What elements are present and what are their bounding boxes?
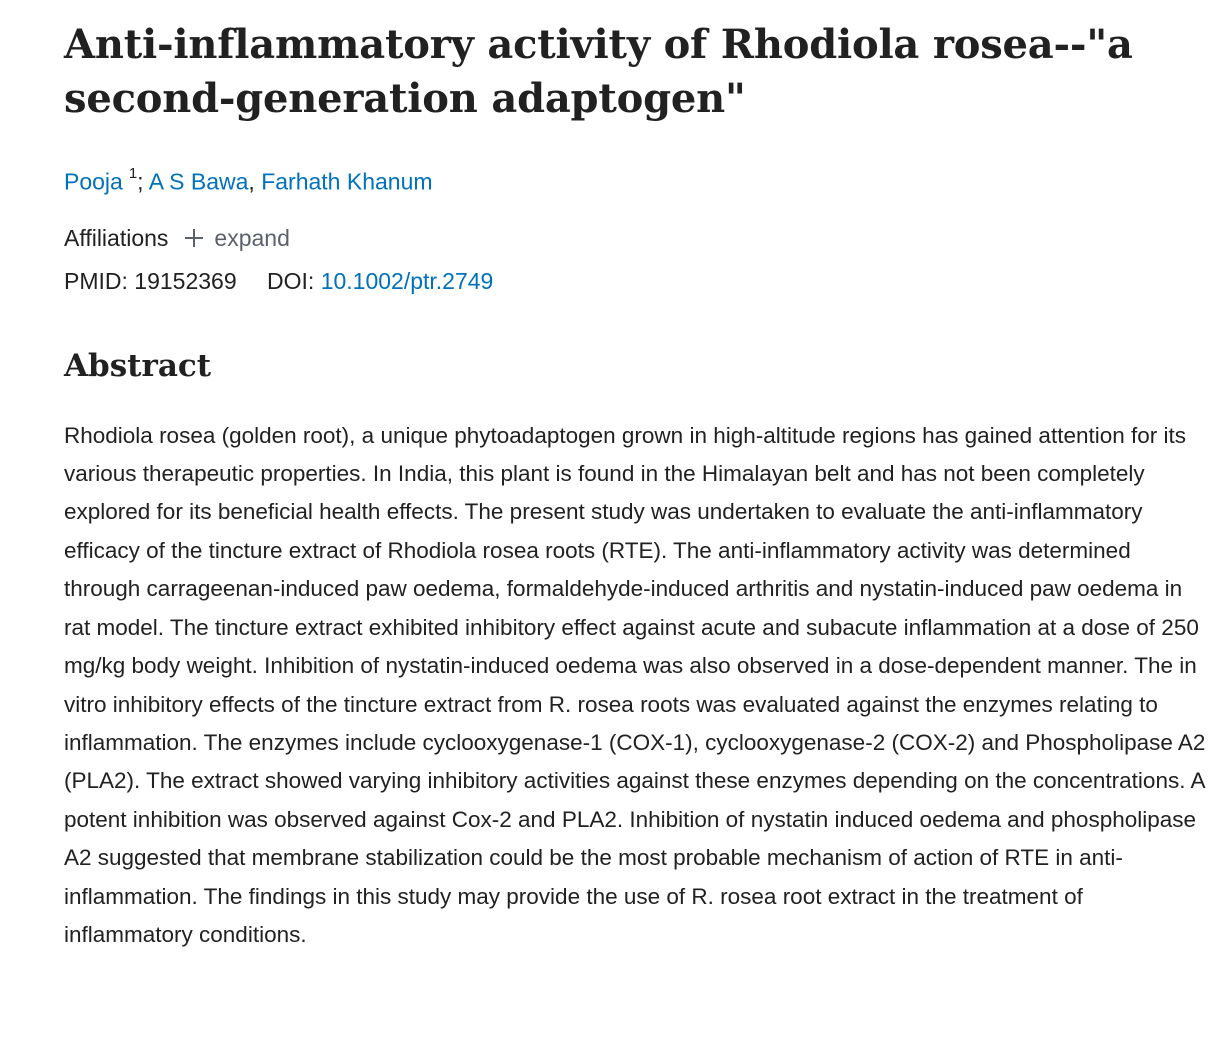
article-title: Anti-inflammatory activity of Rhodiola rosea--"a second-generation adaptogen" [64,21,1133,122]
author-link-khanum[interactable]: Farhath Khanum [261,168,433,195]
expand-label[interactable]: expand [214,224,290,251]
plus-icon[interactable] [184,228,204,248]
pmid-label: PMID: [64,267,128,294]
abstract-text: Rhodiola rosea (golden root), a unique phytoadaptogen grown in high-altitude regions has gained attention for its various therapeutic properties. In India, this plant is found in the Himalayan belt and has not been completely explored for its beneficial health effects. The present study was undertaken to evaluate the anti-inflammatory efficacy of the tincture extract of Rhodiola rosea roots (RTE). The anti-inflammatory activity was determined through carrageenan-induced paw oedema, formaldehyde-induced arthritis and nystatin-induced paw oedema in rat model. The tincture extract exhibited inhibitory effect against acute and subacute inflammation at a dose of 250 mg/kg body weight. Inhibition of nystatin-induced oedema was also observed in a dose-dependent manner. The in vitro inhibitory effects of the tincture extract from R. rosea roots was evaluated against the enzymes relating to inflammation. The enzymes include cyclooxygenase-1 (COX-1), cyclooxygenase-2 (COX-2) and Phospholipase A2 (PLA2). The extract showed varying inhibitory activities against these enzymes depending on the concentrations. A potent inhibition was observed against Cox-2 and PLA2. Inhibition of nystatin induced oedema and phospholipase A2 suggested that membrane stabilization could be the most probable mechanism of action of RTE in anti-inflammation. The findings in this study may provide the use of R. rosea root extract in the treatment of inflammatory conditions. [64,422,1206,947]
identifiers-row [64,266,1212,296]
pmid-value: 19152369 [134,267,237,294]
affiliations-row [64,223,1212,253]
abstract-heading: Abstract [64,347,212,384]
author-link-pooja[interactable]: Pooja [64,168,123,195]
author-list [64,162,1212,197]
affiliations-expand-button[interactable] [184,223,289,253]
affiliations-label: Affiliations [64,224,169,251]
article [64,18,1212,977]
author-separator: , [248,168,262,195]
author-separator: ; [137,168,149,195]
doi-link[interactable]: 10.1002/ptr.2749 [320,267,494,294]
doi-label: DOI: [267,267,315,294]
affiliation-superscript[interactable]: 1 [128,165,138,182]
author-link-bawa[interactable]: A S Bawa [148,168,249,195]
